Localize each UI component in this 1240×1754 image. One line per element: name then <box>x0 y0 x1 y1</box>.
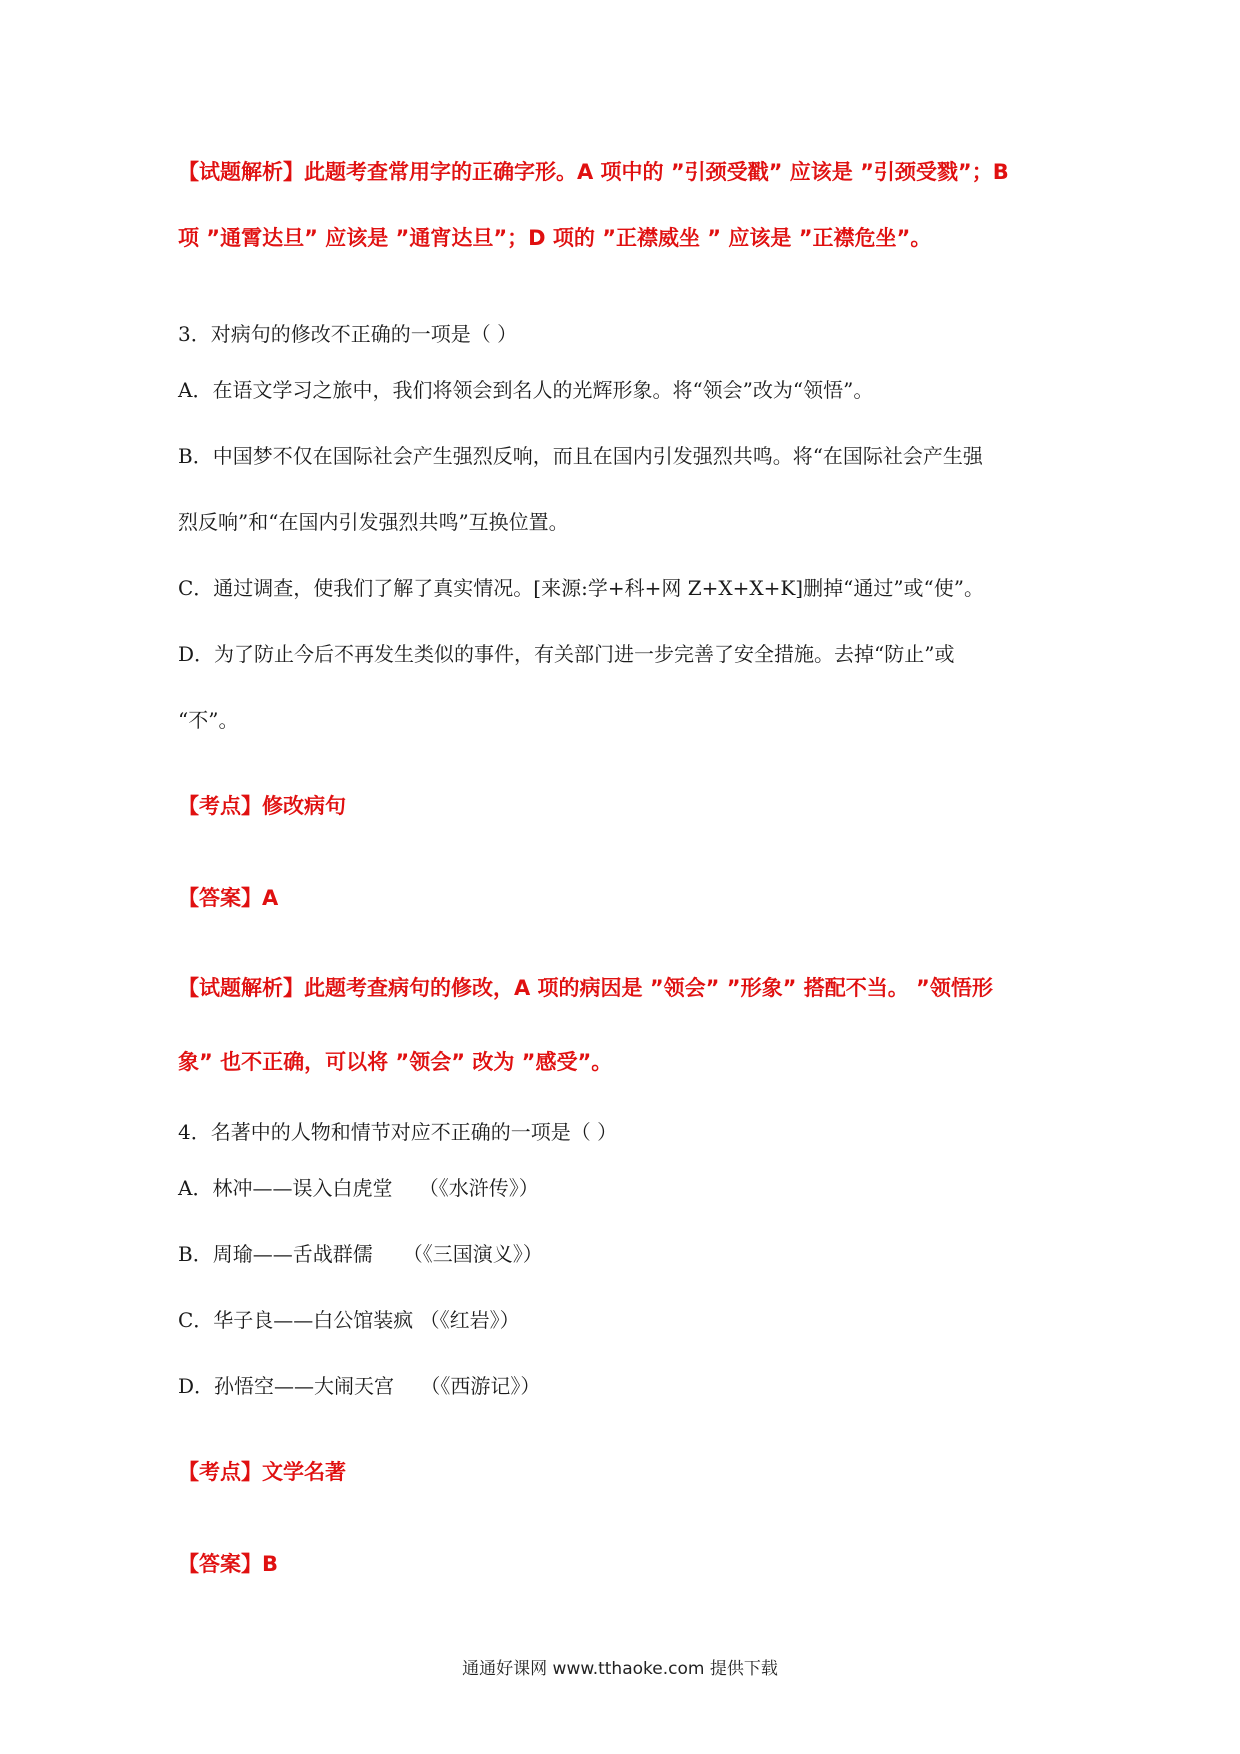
option-d-continued: “不”。 <box>178 708 239 732</box>
answer-label: 【答案】A <box>178 886 279 910</box>
kaodian-label: 【考点】修改病句 <box>178 794 346 818</box>
question-stem: 4．名著中的人物和情节对应不正确的一项是（ ） <box>178 1120 618 1144</box>
analysis-line: 象” 也不正确，可以将 ”领会” 改为 ”感受”。 <box>178 1050 613 1074</box>
option-d: D．孙悟空——大闹天宫 （《西游记》） <box>178 1374 541 1398</box>
page-footer: 通通好课网 www.tthaoke.com 提供下载 <box>462 1659 778 1679</box>
option-b-continued: 烈反响”和“在国内引发强烈共鸣”互换位置。 <box>178 510 569 534</box>
option-a: A．在语文学习之旅中，我们将领会到名人的光辉形象。将“领会”改为“领悟”。 <box>178 378 874 402</box>
answer-label: 【答案】B <box>178 1552 279 1576</box>
option-d: D．为了防止今后不再发生类似的事件，有关部门进一步完善了安全措施。去掉“防止”或 <box>178 642 955 666</box>
analysis-line: 项 ”通霄达旦” 应该是 ”通宵达旦”；D 项的 ”正襟威坐 ” 应该是 ”正襟危坐”。 <box>178 226 932 250</box>
option-a: A．林冲——误入白虎堂 （《水浒传》） <box>178 1176 539 1200</box>
analysis-line: 【试题解析】此题考查常用字的正确字形。A 项中的 ”引颈受戳” 应该是 ”引颈受戮”；B <box>178 160 1009 184</box>
option-b: B．周瑜——舌战群儒 （《三国演义》） <box>178 1242 543 1266</box>
option-c: C．通过调查，使我们了解了真实情况。[来源:学+科+网 Z+X+X+K]删掉“通过”或“使”。 <box>178 576 985 600</box>
analysis-line: 【试题解析】此题考查病句的修改，A 项的病因是 ”领会” ”形象” 搭配不当。 ”领悟形 <box>178 976 993 1000</box>
question-stem: 3．对病句的修改不正确的一项是（ ） <box>178 322 518 346</box>
kaodian-label: 【考点】文学名著 <box>178 1460 346 1484</box>
option-c: C．华子良——白公馆装疯 （《红岩》） <box>178 1308 520 1332</box>
option-b: B．中国梦不仅在国际社会产生强烈反响，而且在国内引发强烈共鸣。将“在国际社会产生强 <box>178 444 983 468</box>
